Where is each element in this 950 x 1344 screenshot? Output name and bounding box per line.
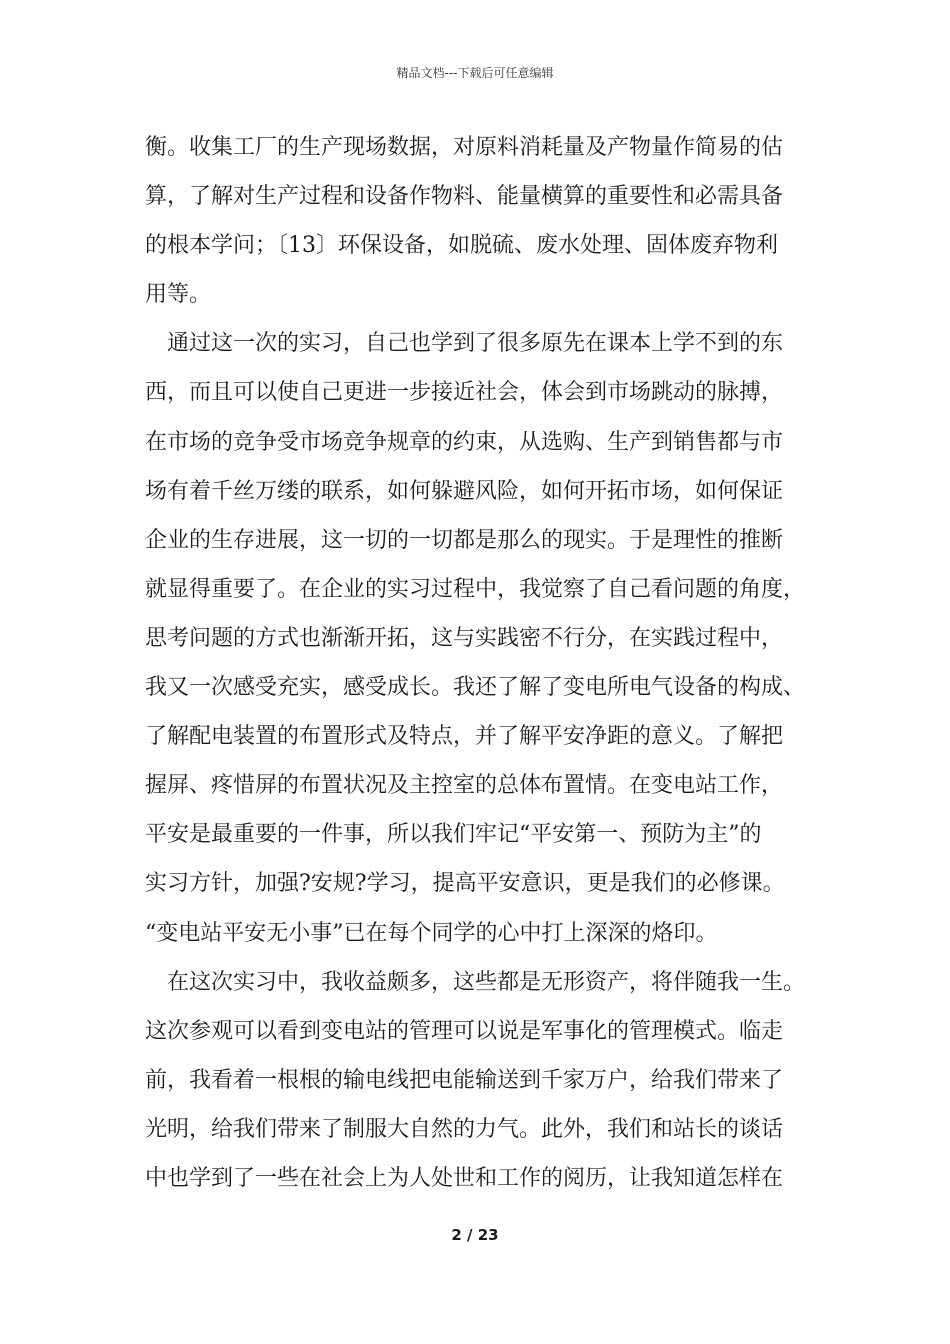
page-header: 精品文档---下载后可任意编辑 — [396, 66, 554, 80]
document-body — [145, 123, 825, 1203]
text-line: 实习方针，加强?安规?学习，提高平安意识，更是我们的必修课。 — [145, 871, 785, 897]
text-line: 西，而且可以使自己更进一步接近社会，体会到市场跳动的脉搏， — [145, 380, 784, 406]
text-line: 中也学到了一些在社会上为人处世和工作的阅历，让我知道怎样在 — [145, 1165, 784, 1191]
text-line: 前，我看着一根根的输电线把电能输送到千家万户，给我们带来了 — [145, 1067, 784, 1093]
paragraph-start-line: 通过这一次的实习，自己也学到了很多原先在课本上学不到的东 — [145, 331, 784, 357]
text-line: 平安是最重要的一件事，所以我们牢记“平安第一、预防为主”的 — [145, 822, 762, 848]
text-line: 光明，给我们带来了制服大自然的力气。此外，我们和站长的谈话 — [145, 1116, 784, 1142]
text-line: 用等。 — [145, 282, 212, 308]
text-line: 场有着千丝万缕的联系，如何躲避风险，如何开拓市场，如何保证 — [145, 478, 784, 504]
text-line: 这次参观可以看到变电站的管理可以说是军事化的管理模式。临走 — [145, 1018, 784, 1044]
text-line: 思考问题的方式也渐渐开拓，这与实践密不行分，在实践过程中， — [145, 625, 784, 651]
text-line: 了解配电装置的布置形式及特点，并了解平安净距的意义。了解把 — [145, 724, 784, 750]
text-line: 算，了解对生产过程和设备作物料、能量横算的重要性和必需具备 — [145, 184, 784, 210]
text-line: 握屏、疼惜屏的布置状况及主控室的总体布置情。在变电站工作， — [145, 773, 784, 799]
text-line: 我又一次感受充实，感受成长。我还了解了变电所电气设备的构成、 — [145, 675, 806, 701]
text-line: 的根本学问；〔13〕环保设备，如脱硫、废水处理、固体废弃物利 — [145, 233, 778, 259]
page-number: 2 / 23 — [451, 1226, 499, 1244]
text-line: 企业的生存进展，这一切的一切都是那么的现实。于是理性的推断 — [145, 527, 784, 553]
text-line: 在市场的竞争受市场竞争规章的约束，从选购、生产到销售都与市 — [145, 429, 784, 455]
text-line: 就显得重要了。在企业的实习过程中，我觉察了自己看问题的角度， — [145, 576, 806, 602]
text-line: 衡。收集工厂的生产现场数据，对原料消耗量及产物量作简易的估 — [145, 135, 784, 160]
paragraph-start-line: 在这次实习中，我收益颇多，这些都是无形资产，将伴随我一生。 — [145, 969, 806, 995]
text-line: “变电站平安无小事”已在每个同学的心中打上深深的烙印。 — [145, 920, 718, 946]
